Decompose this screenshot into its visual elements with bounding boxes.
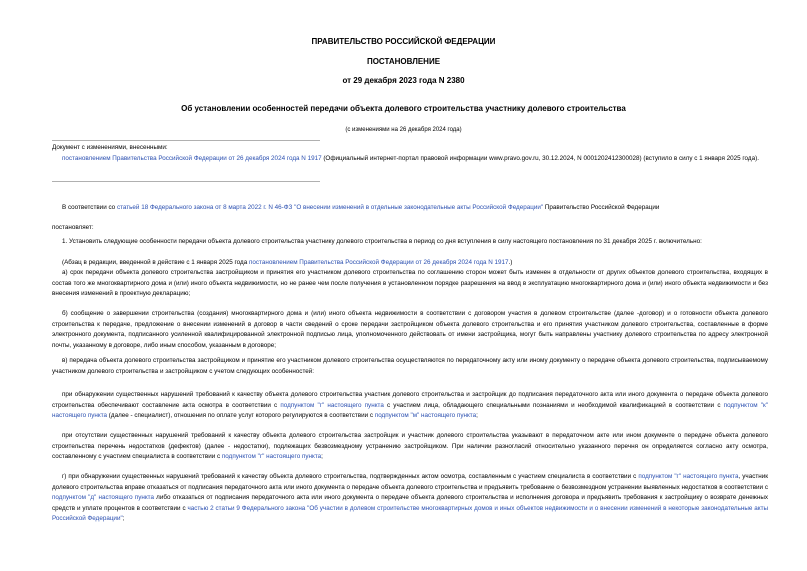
subitem-a: а) срок передачи объекта долевого строительства застройщиком и принятия его участником долевого строительства по соглашению сторон может быть изменен в отдельности от других объектов долевого строительства, входящих в состав того же многоквартирного дома и (или) иного объекта недвижимости, но не ранее чем после получения в установленном порядке разрешения на ввод в эксплуатацию многоквартирного дома и (или) иного объекта недвижимости и без внесения изменений в проектную декларацию; <box>52 269 768 298</box>
changes-label: Документ с изменениями, внесенными: <box>52 144 168 151</box>
link-podpunkt-k[interactable]: подпунктом "к" настоящего пункта <box>52 401 768 420</box>
subitem-v-para-2: при отсутствии существенных нарушений требований к качеству объекта долевого строительства застройщик и участник долевого строительства указывают в передаточном акте или ином документе о передаче объекта долевого строительства перечень недостатков (дефектов) (далее - недостатки), подлежащих безвозмездному устранению застройщиком. При наличии разногласий относительно указанного перечня он определяется согласно акту осмотра, составленному с участием специалиста в соответствии с подпунктом "г" настоящего пункта; <box>52 432 768 461</box>
changes-link[interactable]: постановлением Правительства Российской Федерации от 26 декабря 2024 года N 1917 <box>62 154 322 162</box>
revision-note: (с изменениями на 26 декабря 2024 года) <box>345 127 462 133</box>
changes-text <box>52 154 768 165</box>
subitem-g: г) при обнаружении существенных нарушений требований к качеству объекта долевого строительства, подтвержденных актом осмотра, составленным с участием специалиста в соответствии с подпунктом "г" настоящего пункта, участник долевого строительства вправе отказаться от подписания передаточного акта или иного документа о передаче объекта долевого строительства и предъявить требование о безвозмездном устранении выявленных недостатков в соответствии с подпунктом "д" настоящего пункта либо отказаться от подписания передаточного акта или иного документа о передаче объекта долевого строительства и исполнения договора и предъявить требования к застройщику о возврате денежных средств и уплате процентов в соответствии с частью 2 статьи 9 Федерального закона "Об участии в долевом строительстве многоквартирных домов и иных объектов недвижимости и о внесении изменений в некоторые законодательные акты Российской Федерации"; <box>52 473 768 523</box>
changes-block <box>52 143 768 164</box>
changes-tail: (Официальный интернет-портал правовой информации www.pravo.gov.ru, 30.12.2024, N 0001202412300028) (вступило в силу с 1 января 2025 года). <box>321 154 759 162</box>
divider-bottom <box>52 181 320 182</box>
divider-top <box>52 140 320 141</box>
subitem-b: б) сообщение о завершении строительства (создания) многоквартирного дома и (или) иного объекта недвижимости в соответствии с договором участия в долевом строительстве (далее -договор) и о готовности объекта долевого строительства к передаче, предложение о внесении изменений в договор в части сведений о сроке передачи застройщиком объекта долевого строительства и его принятия участником долевого строительства, составленные в форме электронного документа, подписанного усиленной квалифицированной электронной подписью лица, уполномоченного действовать от имени застройщика, могут быть направлены участнику долевого строительства по адресу электронной почты, указанному в договоре, либо иным способом, указанным в договоре; <box>52 310 768 349</box>
link-podpunkt-m[interactable]: подпунктом "м" настоящего пункта <box>374 412 477 420</box>
item-1-note: (Абзац в редакции, введенной в действие с 1 января 2025 года постановлением Правительства Российской Федерации от 26 декабря 2024 года N 1917.) <box>62 259 513 266</box>
preamble: В соответствии со статьей 18 Федерального закона от 8 марта 2022 г. N 46-ФЗ "О внесении изменений в отдельные законодательные акты Российской Федерации" Правительство Российской Федерации <box>62 204 660 211</box>
link-podpunkt-d[interactable]: подпунктом "д" настоящего пункта <box>52 494 154 502</box>
preamble-link[interactable]: статьей 18 Федерального закона от 8 марта 2022 г. N 46-ФЗ "О внесении изменений в отдельные законодательные акты Российской Федерации" <box>116 204 544 211</box>
preamble-decree: постановляет: <box>52 224 94 231</box>
government-heading: ПРАВИТЕЛЬСТВО РОССИЙСКОЙ ФЕДЕРАЦИИ <box>311 37 496 46</box>
document-date-number: от 29 декабря 2023 года N 2380 <box>342 76 465 85</box>
link-podpunkt-g-3[interactable]: подпунктом "г" настоящего пункта <box>638 473 739 480</box>
document-type: ПОСТАНОВЛЕНИЕ <box>366 57 441 66</box>
item-1: 1. Установить следующие особенности передачи объекта долевого строительства участнику долевого строительства в период со дня вступления в силу настоящего постановления по 31 декабря 2025 г. включительно: <box>62 238 702 245</box>
link-podpunkt-g-2[interactable]: подпунктом "г" настоящего пункта <box>221 453 322 461</box>
link-podpunkt-g-1[interactable]: подпунктом "г" настоящего пункта <box>280 401 384 409</box>
subitem-v: в) передача объекта долевого строительства застройщиком и принятие его участником долевого строительства осуществляются по передаточному акту или иному документу о передаче объекта долевого строительства, подписываемому участником долевого строительства и застройщиком с учетом следующих особенностей: <box>52 357 768 375</box>
subitem-v-para-1: при обнаружении существенных нарушений требований к качеству объекта долевого строительства участник долевого строительства и застройщик до подписания передаточного акта или иного документа о передаче объекта долевого строительства обеспечивают составление акта осмотра в соответствии с подпунктом "г" настоящего пункта с участием лица, обладающего специальными познаниями и необходимой квалификацией в соответствии с подпунктом "к" настоящего пункта (далее - специалист), отношения по оплате услуг которого регулируются в соответствии с подпунктом "м" настоящего пункта; <box>52 391 768 420</box>
document-title: Об установлении особенностей передачи объекта долевого строительства участнику долевого строительства <box>181 104 626 113</box>
item-1-note-link[interactable]: постановлением Правительства Российской Федерации от 26 декабря 2024 года N 1917 <box>248 259 509 266</box>
link-federal-law-article-9[interactable]: частью 2 статьи 9 Федерального закона "Об участии в долевом строительстве многоквартирных домов и иных объектов недвижимости и о внесении изменений в некоторые законодательные акты Российской Федерации" <box>52 504 768 523</box>
